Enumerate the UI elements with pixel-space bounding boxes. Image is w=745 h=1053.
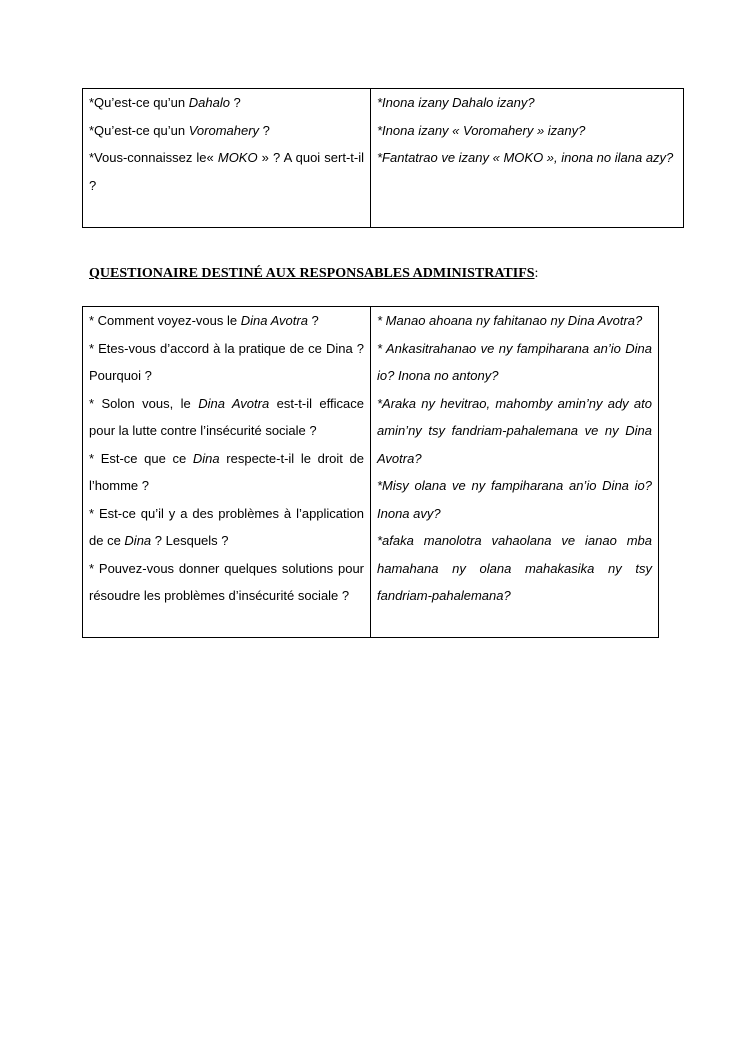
malagasy-question: * Manao ahoana ny fahitanao ny Dina Avotra?	[377, 313, 643, 328]
questions-table-2	[82, 306, 659, 638]
questions-table-1	[82, 88, 684, 228]
french-question: * Etes-vous d’accord à la pratique de ce Dina ? Pourquoi ?	[89, 340, 364, 383]
french-question: *Vous-connaissez le« MOKO » ? A quoi sert-t-il ?	[89, 150, 364, 193]
malagasy-question: *Misy olana ve ny fampiharana an’io Dina io? Inona avy?	[377, 478, 652, 521]
french-questions-cell	[83, 89, 371, 228]
malagasy-question: *Araka ny hevitrao, mahomby amin’ny ady ato amin’ny tsy fandriam-pahalemana ve ny Dina Avotra?	[377, 395, 652, 466]
french-question: * Est-ce qu’il y a des problèmes à l’application de ce Dina ? Lesquels ?	[89, 505, 364, 548]
french-question: * Solon vous, le Dina Avotra est-t-il efficace pour la lutte contre l’insécurité sociale ?	[89, 395, 364, 438]
malagasy-questions-cell	[371, 307, 659, 638]
malagasy-questions-cell	[371, 89, 684, 228]
french-question: * Est-ce que ce Dina respecte-t-il le droit de l’homme ?	[89, 450, 364, 493]
french-questions-cell	[83, 307, 371, 638]
french-question: * Pouvez-vous donner quelques solutions pour résoudre les problèmes d’insécurité sociale ?	[89, 560, 364, 603]
malagasy-question: * Ankasitrahanao ve ny fampiharana an’io Dina io? Inona no antony?	[377, 340, 652, 383]
french-question: *Qu’est-ce qu’un Voromahery ?	[89, 122, 270, 138]
malagasy-question: *Inona izany « Voromahery » izany?	[377, 122, 586, 138]
malagasy-question: *afaka manolotra vahaolana ve ianao mba hamahana ny olana mahakasika ny tsy fandriam-pahalemana?	[377, 533, 652, 603]
section-heading: QUESTIONAIRE DESTINÉ AUX RESPONSABLES ADMINISTRATIFS:	[89, 266, 539, 281]
malagasy-question: *Fantatrao ve izany « MOKO », inona no ilana azy?	[377, 150, 674, 165]
french-question: *Qu’est-ce qu’un Dahalo ?	[89, 95, 241, 110]
french-question: * Comment voyez-vous le Dina Avotra ?	[89, 313, 319, 328]
malagasy-question: *Inona izany Dahalo izany?	[377, 95, 535, 110]
